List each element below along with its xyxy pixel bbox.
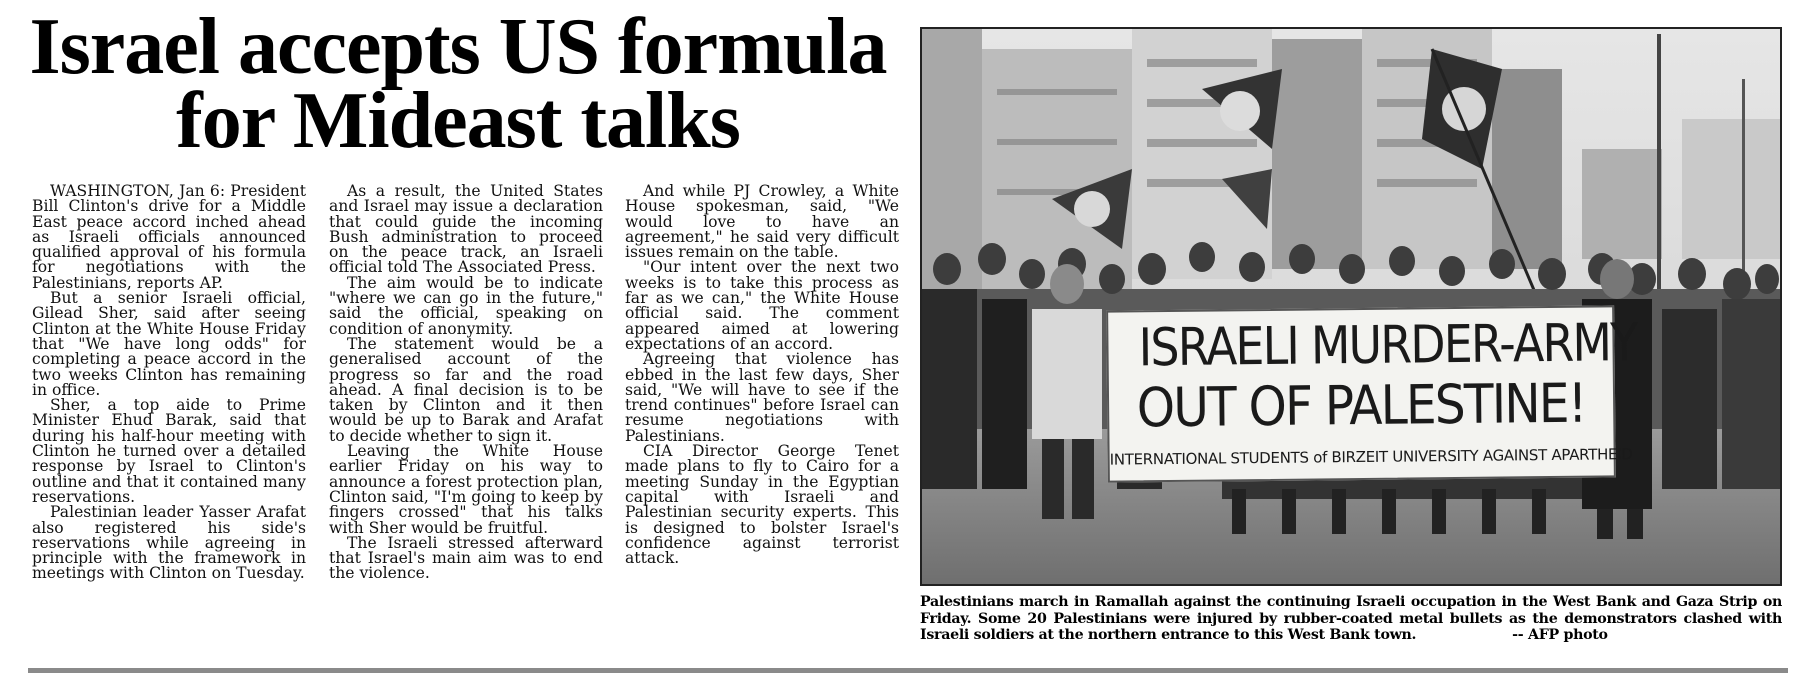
paragraph: Palestinian leader Yasser Arafat also registered his side's reservations while agreeing in principle with the framework in meetings with Clinton on Tuesday. [32, 503, 306, 583]
photo-credit: -- AFP photo [1512, 627, 1608, 643]
paragraph: As a result, the United States and Israel may issue a declaration that could guide the incoming Bush administration to proceed on the peace track, an Israeli official told The Associated Press. [329, 182, 603, 277]
paragraph: Agreeing that violence has ebbed in the last few days, Sher said, "We will have to see if the trend continues" before Israel can resume negotiations with Palestinians. [625, 350, 899, 445]
banner-line-1: ISRAELI MURDER-ARMY [1138, 313, 1637, 379]
paragraph: Leaving the White House earlier Friday on his way to announce a forest protection plan, Clinton said, "I'm going to keep by fingers crossed" that his talks with Sher would be fruitful. [329, 442, 603, 537]
photo-scene [922, 29, 1780, 584]
photo-caption [920, 594, 1782, 644]
paragraph: The Israeli stressed afterward that Israel's main aim was to end the violence. [329, 533, 603, 583]
protest-banner [1106, 305, 1637, 482]
article-column-1 [32, 184, 306, 582]
paragraph: CIA Director George Tenet made plans to fly to Cairo for a meeting Sunday in the Egyptian capital with Israeli and Palestinian security experts. This is designed to bolster Israel's confidence against terrorist attack. [625, 442, 899, 568]
bottom-rule [28, 668, 1788, 673]
paragraph: "Our intent over the next two weeks is to take this process as far as we can," the White House official said. The comment appeared aimed at lowering expectations of an accord. [625, 258, 899, 353]
headline [18, 3, 898, 165]
headline-line-1: Israel accepts US formula [29, 3, 887, 91]
banner-line-2: OUT OF PALESTINE! [1136, 371, 1586, 440]
news-photo [920, 27, 1782, 586]
paragraph: The statement would be a generalised account of the progress so far and the road ahead. A final decision is to be taken by Clinton and it then would be up to Barak and Arafat to decide whether to sign it. [329, 334, 603, 445]
paragraph: WASHINGTON, Jan 6: President Bill Clinton's drive for a Middle East peace accord inched ahead as Israeli officials announced qualified approval of his formula for negotiations with the Palestinians, reports AP. [32, 182, 306, 292]
paragraph: Sher, a top aide to Prime Minister Ehud Barak, said that during his half-hour meeting with Clinton he turned over a detailed response by Israel to Clinton's outline and that it contained many reservations. [32, 396, 306, 506]
article-column-3 [625, 184, 899, 566]
caption-text: Palestinians march in Ramallah against the continuing Israeli occupation in the West Bank and Gaza Strip on Friday. Some 20 Palestinians were injured by rubber-coated metal bullets as the demonstrators clashed with Israeli soldiers at the northern entrance to this West Bank town. [920, 594, 1782, 643]
paragraph: And while PJ Crowley, a White House spokesman, said, "We would love to have an agreement," he said very difficult issues remain on the table. [625, 182, 899, 262]
headline-line-2: for Mideast talks [176, 77, 740, 165]
paragraph: But a senior Israeli official, Gilead Sher, said after seeing Clinton at the White House Friday that "We have long odds" for completing a peace accord in the two weeks Clinton has remaining in office. [32, 289, 306, 399]
paragraph: The aim would be to indicate "where we can go in the future," said the official, speaking on condition of anonymity. [329, 273, 603, 338]
article-column-2 [329, 184, 603, 582]
banner-line-3: INTERNATIONAL STUDENTS of BIRZEIT UNIVERSITY AGAINST APARTHEID [1109, 445, 1633, 469]
